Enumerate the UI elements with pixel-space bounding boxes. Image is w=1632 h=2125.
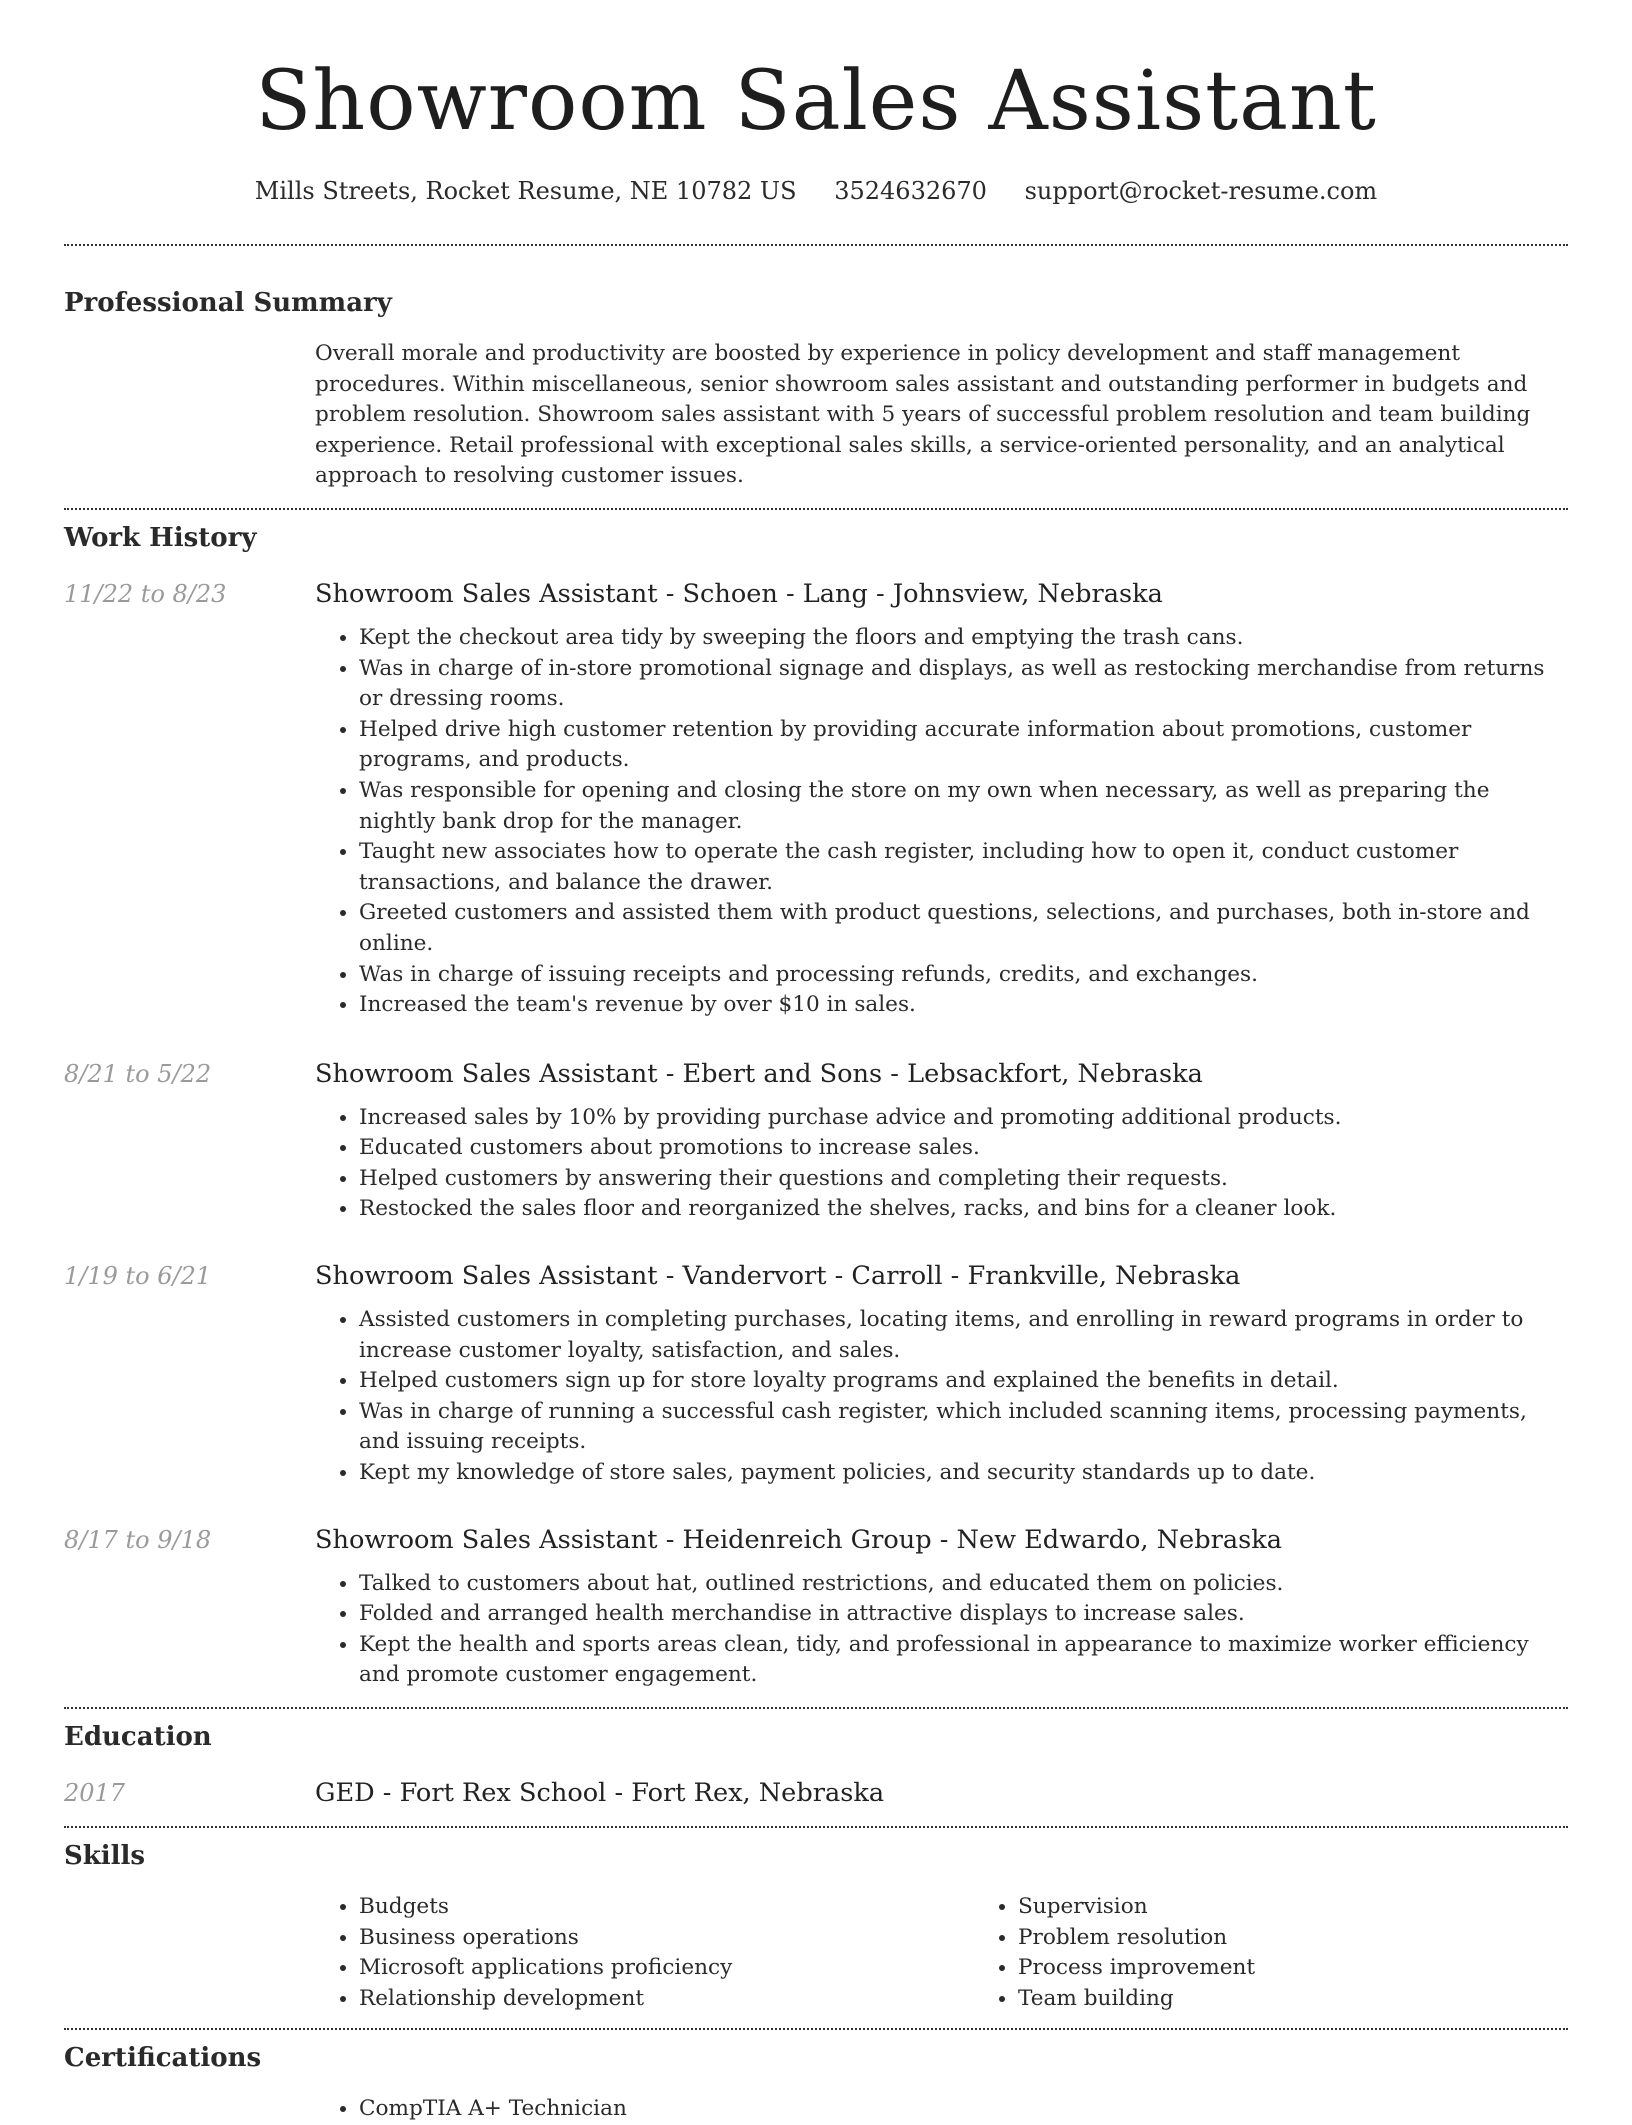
skill-item: • Problem resolution <box>1018 1923 1632 1954</box>
job-entry <box>64 1057 1568 1225</box>
job-bullet: • Helped customers sign up for store loyalty programs and explained the benefits in detail. <box>359 1366 1568 1397</box>
section-divider <box>64 508 1568 510</box>
job-heading: Showroom Sales Assistant - Ebert and Sons - Lebsackfort, Nebraska <box>315 1058 1203 1089</box>
job-bullet: • Assisted customers in completing purchases, locating items, and enrolling in reward programs in order to increase customer loyalty, satisfaction, and sales. <box>359 1305 1568 1366</box>
job-bullets <box>315 1305 1568 1489</box>
job-bullet: • Kept the checkout area tidy by sweeping the floors and emptying the trash cans. <box>359 623 1568 654</box>
skills-list-left <box>315 1892 974 2014</box>
contact-line <box>64 174 1568 208</box>
summary-text: Overall morale and productivity are boosted by experience in policy development and staff management procedures. Within miscellaneous, senior showroom sales assistant and outstanding performer in budgets and problem resolution. Showroom sales assistant with 5 years of successful problem resolution and team building experience. Retail professional with exceptional sales skills, a service-oriented personality, and an analytical approach to resolving customer issues. <box>315 341 1531 489</box>
job-heading: Showroom Sales Assistant - Schoen - Lang - Johnsview, Nebraska <box>315 578 1163 609</box>
job-bullet: • Restocked the sales floor and reorganized the shelves, racks, and bins for a cleaner look. <box>359 1194 1568 1225</box>
job-dates: 1/19 to 6/21 <box>64 1262 212 1291</box>
contact-address: Mills Streets, Rocket Resume, NE 10782 US <box>254 177 797 205</box>
job-dates: 11/22 to 8/23 <box>64 579 227 608</box>
skill-item: • Process improvement <box>1018 1953 1632 1984</box>
contact-email: support@rocket-resume.com <box>1024 177 1378 205</box>
education-entry <box>64 1776 1568 1826</box>
section-divider <box>64 244 1568 246</box>
job-bullet: • Folded and arranged health merchandise in attractive displays to increase sales. <box>359 1599 1568 1630</box>
job-bullet: • Educated customers about promotions to increase sales. <box>359 1133 1568 1164</box>
certifications-title: Certifications <box>64 2043 262 2074</box>
job-bullet: • Was responsible for opening and closing the store on my own when necessary, as well as preparing the nightly bank drop for the manager. <box>359 776 1568 837</box>
skill-item: • Budgets <box>359 1892 974 1923</box>
job-heading: Showroom Sales Assistant - Heidenreich Group - New Edwardo, Nebraska <box>315 1524 1282 1555</box>
job-bullets <box>315 623 1568 1021</box>
skill-item: • Microsoft applications proficiency <box>359 1953 974 1984</box>
job-heading: Showroom Sales Assistant - Vandervort - Carroll - Frankville, Nebraska <box>315 1261 1241 1292</box>
section-divider <box>64 1707 1568 1709</box>
contact-phone: 3524632670 <box>834 177 987 205</box>
education-year: 2017 <box>64 1779 126 1807</box>
education-detail: GED - Fort Rex School - Fort Rex, Nebraska <box>315 1778 885 1808</box>
job-bullet: • Talked to customers about hat, outlined restrictions, and educated them on policies. <box>359 1569 1568 1600</box>
job-bullet: • Kept my knowledge of store sales, payment policies, and security standards up to date. <box>359 1458 1568 1489</box>
job-bullet: • Greeted customers and assisted them with product questions, selections, and purchases, both in-store and online. <box>359 898 1568 959</box>
candidate-name: Showroom Sales Assistant <box>255 54 1377 149</box>
job-bullets <box>315 1569 1568 1691</box>
job-bullet: • Increased the team's revenue by over $10 in sales. <box>359 990 1568 1021</box>
work-history-title: Work History <box>64 522 257 553</box>
skills-list-right <box>974 1892 1632 2014</box>
work-history-section <box>64 521 1568 1707</box>
job-dates: 8/17 to 9/18 <box>64 1525 212 1554</box>
skill-item: • Relationship development <box>359 1984 974 2015</box>
summary-title: Professional Summary <box>64 288 392 318</box>
skill-item: • Supervision <box>1018 1892 1632 1923</box>
job-bullet: • Helped drive high customer retention by providing accurate information about promotions, customer programs, and products. <box>359 715 1568 776</box>
job-bullet: • Kept the health and sports areas clean, tidy, and professional in appearance to maximize worker efficiency and promote customer engagement. <box>359 1630 1568 1691</box>
education-section <box>64 1720 1568 1826</box>
job-entry <box>64 1259 1568 1489</box>
job-bullet: • Helped customers by answering their questions and completing their requests. <box>359 1164 1568 1195</box>
section-divider <box>64 1826 1568 1828</box>
summary-section <box>64 286 1568 508</box>
resume-header <box>64 0 1568 208</box>
job-bullet: • Was in charge of running a successful cash register, which included scanning items, processing payments, and issuing receipts. <box>359 1397 1568 1458</box>
job-dates: 8/21 to 5/22 <box>64 1059 212 1088</box>
job-bullet: • Taught new associates how to operate the cash register, including how to open it, conduct customer transactions, and balance the drawer. <box>359 837 1568 898</box>
skill-item: • Business operations <box>359 1923 974 1954</box>
job-bullet: • Was in charge of in-store promotional signage and displays, as well as restocking merchandise from returns or dressing rooms. <box>359 654 1568 715</box>
skill-item: • Team building <box>1018 1984 1632 2015</box>
certifications-list <box>315 2094 1568 2125</box>
job-bullets <box>315 1103 1568 1225</box>
resume-page <box>64 0 1568 2125</box>
job-bullet: • Increased sales by 10% by providing purchase advice and promoting additional products. <box>359 1103 1568 1134</box>
education-title: Education <box>64 1722 212 1752</box>
certification-item: • CompTIA A+ Technician <box>359 2094 1568 2125</box>
job-entry <box>64 577 1568 1021</box>
skills-title: Skills <box>64 1841 146 1871</box>
section-divider <box>64 2028 1568 2030</box>
skills-section <box>64 1839 1568 2028</box>
certifications-section <box>64 2041 1568 2125</box>
job-bullet: • Was in charge of issuing receipts and processing refunds, credits, and exchanges. <box>359 960 1568 991</box>
job-entry <box>64 1523 1568 1707</box>
